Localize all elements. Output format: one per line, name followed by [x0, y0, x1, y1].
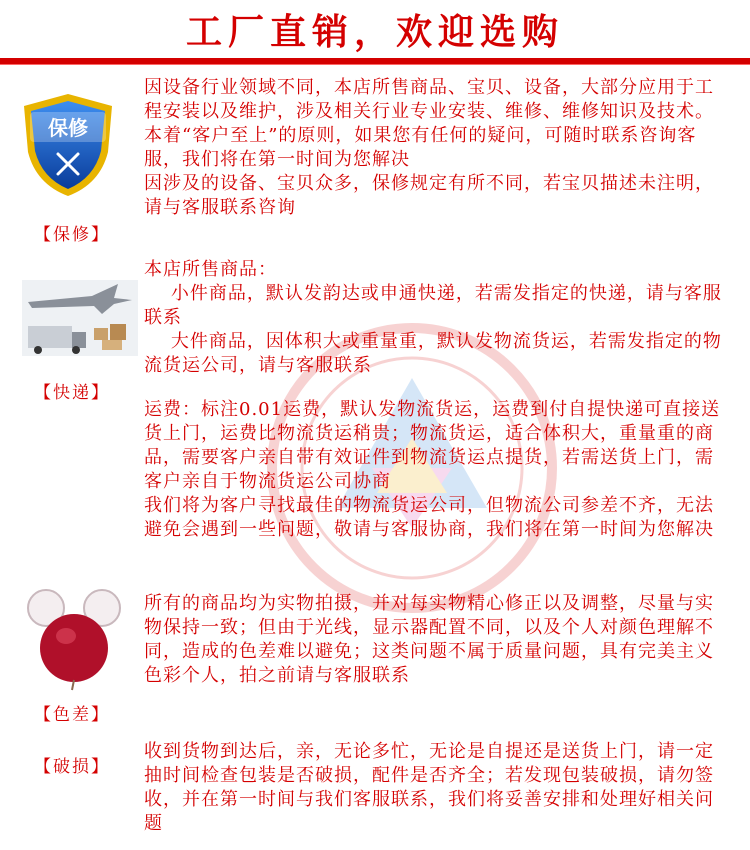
shipping-airplane-truck-icon — [22, 280, 138, 356]
label-warranty: 【保修】 — [34, 225, 110, 245]
radish-mouse-icon — [26, 586, 122, 692]
page-title: 工厂直销，欢迎选购 — [185, 12, 564, 53]
label-color-difference: 【色差】 — [34, 705, 110, 725]
color-difference-text: 所有的商品均为实物拍摄，并对每实物精心修正以及调整，尽量与实物保持一致；但由于光线，显示器配置不同，以及个人对颜色理解不同，造成的色差难以避免；这类问题不属于质量问题，具有完美主义色彩个人，拍之前请与客服联系 — [144, 593, 714, 686]
shipping-text: 本店所售商品： 小件商品，默认发韵达或申通快递，若需发指定的快递，请与客服联系 大件商品，因体积大或重量重，默认发物流货运，若需发指定的物流货运公司，请与客服联系 — [144, 259, 722, 376]
warranty-badge-text: 保修 — [48, 116, 88, 140]
warranty-shield-icon — [20, 92, 116, 198]
damage-text: 收到货物到达后，亲，无论多忙，无论是自提还是送货上门，请一定抽时间检查包装是否破损，配件是否齐全；若发现包装破损，请勿签收，并在第一时间与我们客服联系，我们将妥善安排和处理好相关问题 — [144, 741, 714, 834]
freight-text: 运费：标注0.01运费，默认发物流货运，运费到付自提快递可直接送货上门，运费比物流货运稍贵；物流货运，适合体积大，重量重的商品，需要客户亲自带有效证件到物流货运点提货，若需送货上门，需客户亲自于物流货运公司协商 我们将为客户寻找最佳的物流货运公司，但物流公司参差不齐，无法避免会遇到一些问题，敬请与客服协商，我们将在第一时间为您解决 — [144, 399, 721, 540]
label-damage: 【破损】 — [34, 757, 110, 777]
label-shipping: 【快递】 — [34, 383, 110, 403]
warranty-text: 因设备行业领域不同，本店所售商品、宝贝、设备，大部分应用于工程安装以及维护，涉及相关行业专业安装、维修、维修知识及技术。本着“客户至上”的原则，如果您有任何的疑问，可随时联系咨询客服，我们将在第一时间为您解决 因涉及的设备、宝贝众多，保修规定有所不同，若宝贝描述未注明，请与客服联系咨询 — [144, 77, 714, 218]
title-divider — [0, 58, 750, 65]
